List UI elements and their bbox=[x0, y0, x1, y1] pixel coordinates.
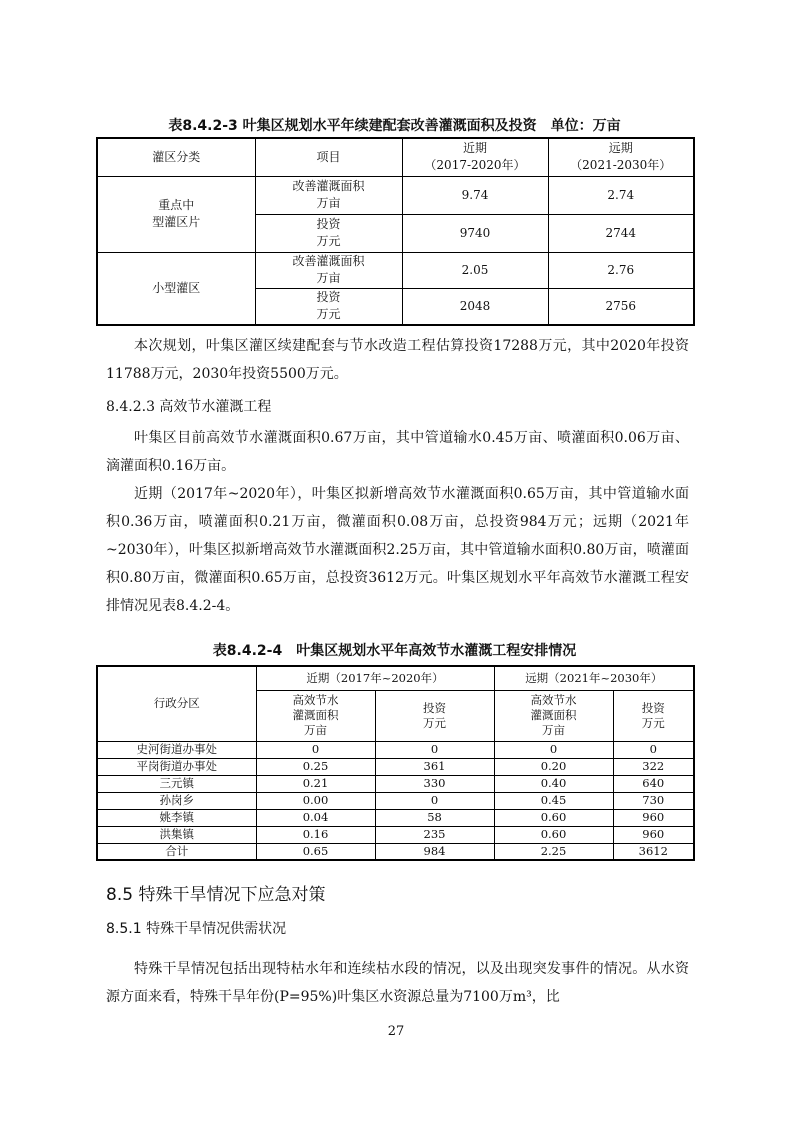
table1-far-value: 2756 bbox=[548, 288, 694, 325]
table-row bbox=[97, 826, 694, 843]
table2-far-area-cell: 0.40 bbox=[494, 775, 613, 792]
table2-near-invest-cell: 58 bbox=[375, 809, 494, 826]
table2-near-invest-cell: 0 bbox=[375, 741, 494, 758]
paragraph: 本次规划，叶集区灌区续建配套与节水改造工程估算投资17288万元，其中2020年投资11788万元，2030年投资5500万元。 bbox=[106, 338, 689, 382]
table1-header-cell: 远期 （2021-2030年） bbox=[548, 138, 694, 176]
table2-header-cell: 高效节水 灌溉面积 万亩 bbox=[256, 690, 375, 741]
table2-header-cell: 高效节水 灌溉面积 万亩 bbox=[494, 690, 613, 741]
table2-far-area-cell: 0 bbox=[494, 741, 613, 758]
table2-far-invest-cell: 322 bbox=[613, 758, 694, 775]
table-row bbox=[97, 775, 694, 792]
subsection-heading-8423: 8.4.2.3 高效节水灌溉工程 bbox=[106, 399, 272, 415]
table2-near-area-cell: 0 bbox=[256, 741, 375, 758]
table1-header-cell: 近期 （2017-2020年） bbox=[402, 138, 548, 176]
table2-near-area-cell: 0.16 bbox=[256, 826, 375, 843]
table2-near-invest-cell: 330 bbox=[375, 775, 494, 792]
table2-region-cell: 洪集镇 bbox=[97, 826, 256, 843]
table1-item: 改善灌溉面积 万亩 bbox=[255, 252, 402, 288]
table2-near-invest-cell: 984 bbox=[375, 843, 494, 860]
page-number: 27 bbox=[387, 1024, 405, 1039]
table2 bbox=[96, 665, 695, 861]
table2-near-invest-cell: 0 bbox=[375, 792, 494, 809]
table2-region-cell: 平岗街道办事处 bbox=[97, 758, 256, 775]
table2-far-area-cell: 0.45 bbox=[494, 792, 613, 809]
table1-near-value: 9.74 bbox=[402, 176, 548, 214]
table2-near-area-cell: 0.00 bbox=[256, 792, 375, 809]
table2-near-invest-cell: 235 bbox=[375, 826, 494, 843]
subsection-heading-851: 8.5.1 特殊干旱情况供需状况 bbox=[106, 921, 287, 937]
table2-header-cell: 远期（2021年~2030年） bbox=[494, 666, 694, 690]
table1-near-value: 2048 bbox=[402, 288, 548, 325]
table2-far-area-cell: 0.60 bbox=[494, 809, 613, 826]
table1-item: 改善灌溉面积 万亩 bbox=[255, 176, 402, 214]
table1-near-value: 2.05 bbox=[402, 252, 548, 288]
table2-far-invest-cell: 0 bbox=[613, 741, 694, 758]
table2-region-cell: 合计 bbox=[97, 843, 256, 860]
table1-far-value: 2.76 bbox=[548, 252, 694, 288]
table1-item: 投资 万元 bbox=[255, 214, 402, 252]
table2-far-invest-cell: 960 bbox=[613, 809, 694, 826]
table-row bbox=[97, 792, 694, 809]
table2-caption: 表8.4.2-4 叶集区规划水平年高效节水灌溉工程安排情况 bbox=[212, 643, 577, 659]
body-text-block bbox=[106, 332, 689, 388]
table2-far-invest-cell: 3612 bbox=[613, 843, 694, 860]
table2-near-area-cell: 0.04 bbox=[256, 809, 375, 826]
table-row bbox=[97, 741, 694, 758]
table1-far-value: 2.74 bbox=[548, 176, 694, 214]
table-row bbox=[97, 252, 694, 288]
body-text-block bbox=[106, 424, 689, 620]
table1-item: 投资 万元 bbox=[255, 288, 402, 325]
table1-group-name: 重点中 型灌区片 bbox=[97, 176, 255, 252]
table2-header-row bbox=[97, 666, 694, 690]
body-text-block bbox=[106, 955, 689, 1011]
table2-region-cell: 孙岗乡 bbox=[97, 792, 256, 809]
table2-far-area-cell: 2.25 bbox=[494, 843, 613, 860]
table2-region-cell: 史河街道办事处 bbox=[97, 741, 256, 758]
table2-far-area-cell: 0.20 bbox=[494, 758, 613, 775]
table2-far-invest-cell: 640 bbox=[613, 775, 694, 792]
table2-header-cell: 投资 万元 bbox=[613, 690, 694, 741]
table2-near-invest-cell: 361 bbox=[375, 758, 494, 775]
table2-body bbox=[97, 741, 694, 860]
table1-near-value: 9740 bbox=[402, 214, 548, 252]
table2-near-area-cell: 0.21 bbox=[256, 775, 375, 792]
table2-header-cell: 投资 万元 bbox=[375, 690, 494, 741]
table2-far-area-cell: 0.60 bbox=[494, 826, 613, 843]
table-row bbox=[97, 758, 694, 775]
table2-far-invest-cell: 960 bbox=[613, 826, 694, 843]
table2-far-invest-cell: 730 bbox=[613, 792, 694, 809]
table1-caption: 表8.4.2-3 叶集区规划水平年续建配套改善灌溉面积及投资 单位：万亩 bbox=[168, 118, 621, 134]
table-row bbox=[97, 843, 694, 860]
table2-region-cell: 三元镇 bbox=[97, 775, 256, 792]
table1-far-value: 2744 bbox=[548, 214, 694, 252]
paragraph: 近期（2017年~2020年），叶集区拟新增高效节水灌溉面积0.65万亩，其中管道输水面积0.36万亩，喷灌面积0.21万亩，微灌面积0.08万亩，总投资984万元；远期（2021年~2030年），叶集区拟新增高效节水灌溉面积2.25万亩，其中管道输水面积0.80万亩，喷灌面积0.80万亩，微灌面积0.65万亩，总投资3612万元。叶集区规划水平年高效节水灌溉工程安排情况见表8.4.2-4。 bbox=[106, 486, 689, 614]
table1-header-row bbox=[97, 138, 694, 176]
section-heading-85: 8.5 特殊干旱情况下应急对策 bbox=[106, 885, 326, 905]
table2-near-area-cell: 0.65 bbox=[256, 843, 375, 860]
table-row bbox=[97, 176, 694, 214]
table1-header-cell: 灌区分类 bbox=[97, 138, 255, 176]
table2-near-area-cell: 0.25 bbox=[256, 758, 375, 775]
table1 bbox=[96, 137, 695, 326]
table1-header-cell: 项目 bbox=[255, 138, 402, 176]
table-row bbox=[97, 809, 694, 826]
table2-region-cell: 姚李镇 bbox=[97, 809, 256, 826]
table1-group-name: 小型灌区 bbox=[97, 252, 255, 325]
table2-header-cell: 行政分区 bbox=[97, 666, 256, 741]
paragraph: 叶集区目前高效节水灌溉面积0.67万亩，其中管道输水0.45万亩、喷灌面积0.06万亩、滴灌面积0.16万亩。 bbox=[106, 430, 689, 474]
table2-header-cell: 近期（2017年~2020年） bbox=[256, 666, 494, 690]
paragraph: 特殊干旱情况包括出现特枯水年和连续枯水段的情况，以及出现突发事件的情况。从水资源方面来看，特殊干旱年份(P=95%)叶集区水资源总量为7100万m³，比 bbox=[106, 961, 689, 1005]
